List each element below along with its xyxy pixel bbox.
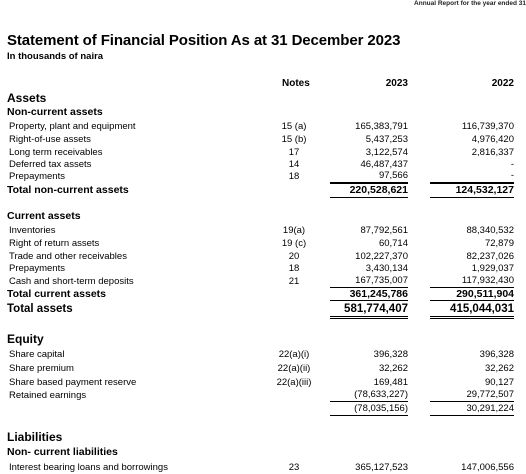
assets-heading-row	[0, 91, 526, 106]
statement-subtitle: In thousands of naira	[7, 51, 104, 62]
total-current-assets-2023: 361,245,786	[330, 288, 408, 301]
total-non-current-assets-row	[0, 183, 526, 197]
total-current-assets-row	[0, 288, 526, 301]
table-row	[0, 120, 526, 133]
row-value-2023: 102,227,370	[355, 251, 408, 262]
row-label: Prepayments	[9, 263, 65, 274]
equity-total-2023: (78,035,156)	[330, 403, 408, 416]
statement-title: Statement of Financial Position As at 31 December 2023	[7, 32, 401, 49]
row-label: Trade and other receivables	[9, 251, 127, 262]
row-note: 18	[288, 263, 300, 274]
row-label: Interest bearing loans and borrowings	[9, 462, 168, 473]
table-row	[0, 362, 526, 375]
row-value-2022: 2,816,337	[471, 147, 514, 158]
non-current-assets-heading: Non-current assets	[7, 106, 103, 118]
row-note: 22(a)(ii)	[277, 363, 311, 374]
row-label: Share capital	[9, 349, 65, 360]
row-value-2023: 46,487,437	[360, 159, 408, 170]
row-note: 19 (c)	[281, 238, 307, 249]
total-non-current-assets-2023: 220,528,621	[330, 183, 408, 198]
equity-total-row	[0, 403, 526, 416]
row-value-2022: 116,739,370	[461, 121, 514, 132]
non-current-liabilities-heading-row	[0, 446, 526, 459]
row-label: Right-of-use assets	[9, 134, 91, 145]
row-label: Prepayments	[9, 171, 65, 182]
total-current-assets-label: Total current assets	[7, 288, 107, 300]
row-value-2023: 3,430,134	[365, 263, 408, 274]
row-label: Long term receivables	[9, 147, 103, 158]
row-note: 20	[288, 251, 300, 262]
row-note: 15 (b)	[281, 134, 307, 145]
row-label: Deferred tax assets	[9, 159, 92, 170]
total-current-assets-2022: 290,511,904	[430, 288, 514, 301]
assets-heading: Assets	[7, 91, 47, 105]
row-note: 19(a)	[282, 225, 306, 236]
row-value-2022: 82,237,026	[466, 251, 514, 262]
row-note: 22(a)(iii)	[276, 377, 312, 388]
equity-heading-row	[0, 332, 526, 347]
row-note: 15 (a)	[281, 121, 307, 132]
row-note: 23	[288, 462, 300, 473]
table-row	[0, 133, 526, 146]
liabilities-heading: Liabilities	[7, 430, 63, 444]
row-value-2023: 396,328	[373, 349, 408, 360]
row-label: Inventories	[9, 225, 56, 236]
row-label: Right of return assets	[9, 238, 100, 249]
row-value-2022: 4,976,420	[471, 134, 514, 145]
row-value-2022: 147,006,556	[461, 462, 514, 473]
row-note: 18	[288, 171, 300, 182]
table-row	[0, 389, 526, 402]
column-header-2022: 2022	[491, 78, 514, 89]
row-note: 14	[288, 159, 300, 170]
row-value-2023: 32,262	[378, 363, 408, 374]
row-value-2022: 117,932,430	[430, 275, 514, 288]
table-row	[0, 275, 526, 288]
total-assets-row	[0, 302, 526, 317]
row-value-2023: 5,437,253	[365, 134, 408, 145]
row-note: 21	[288, 276, 300, 287]
equity-heading: Equity	[7, 332, 44, 346]
current-assets-heading: Current assets	[7, 210, 81, 222]
total-assets-2023: 581,774,407	[330, 302, 408, 319]
column-header-notes: Notes	[282, 78, 310, 89]
running-head: Annual Report for the year ended 31	[414, 0, 526, 7]
table-row	[0, 237, 526, 250]
non-current-assets-heading-row	[0, 106, 526, 119]
total-non-current-assets-2022: 124,532,127	[430, 183, 514, 198]
row-value-2022: 32,262	[484, 363, 514, 374]
table-row	[0, 376, 526, 389]
row-value-2022: 396,328	[479, 349, 514, 360]
row-label: Retained earnings	[9, 390, 87, 401]
row-value-2022: 88,340,532	[466, 225, 514, 236]
current-assets-heading-row	[0, 210, 526, 223]
row-label: Share premium	[9, 363, 74, 374]
row-value-2023: 169,481	[373, 377, 408, 388]
row-value-2023: (78,633,227)	[330, 389, 408, 402]
row-value-2023: 97,566	[330, 170, 408, 183]
row-label: Share based payment reserve	[9, 377, 137, 388]
row-label: Cash and short-term deposits	[9, 276, 134, 287]
table-row	[0, 461, 526, 474]
row-value-2022: -	[510, 159, 514, 170]
column-header-2023: 2023	[385, 78, 408, 89]
non-current-liabilities-heading: Non- current liabilities	[7, 446, 118, 458]
row-value-2023: 167,735,007	[330, 275, 408, 288]
table-row	[0, 348, 526, 361]
row-value-2022: 90,127	[484, 377, 514, 388]
total-non-current-assets-label: Total non-current assets	[7, 184, 129, 196]
row-value-2023: 60,714	[378, 238, 408, 249]
row-note: 17	[288, 147, 300, 158]
total-assets-2022: 415,044,031	[430, 302, 514, 319]
table-row	[0, 224, 526, 237]
row-value-2022: -	[430, 170, 514, 183]
table-row	[0, 170, 526, 183]
row-value-2023: 165,383,791	[355, 121, 408, 132]
row-value-2023: 87,792,561	[360, 225, 408, 236]
row-value-2022: 29,772,507	[430, 389, 514, 402]
row-value-2023: 365,127,523	[355, 462, 408, 473]
equity-total-2022: 30,291,224	[430, 403, 514, 416]
row-value-2022: 72,879	[484, 238, 514, 249]
row-value-2023: 3,122,574	[365, 147, 408, 158]
liabilities-heading-row	[0, 430, 526, 445]
row-label: Property, plant and equipment	[9, 121, 136, 132]
total-assets-label: Total assets	[7, 303, 73, 315]
table-row	[0, 262, 526, 275]
row-value-2022: 1,929,037	[471, 263, 514, 274]
row-note: 22(a)(i)	[278, 349, 310, 360]
